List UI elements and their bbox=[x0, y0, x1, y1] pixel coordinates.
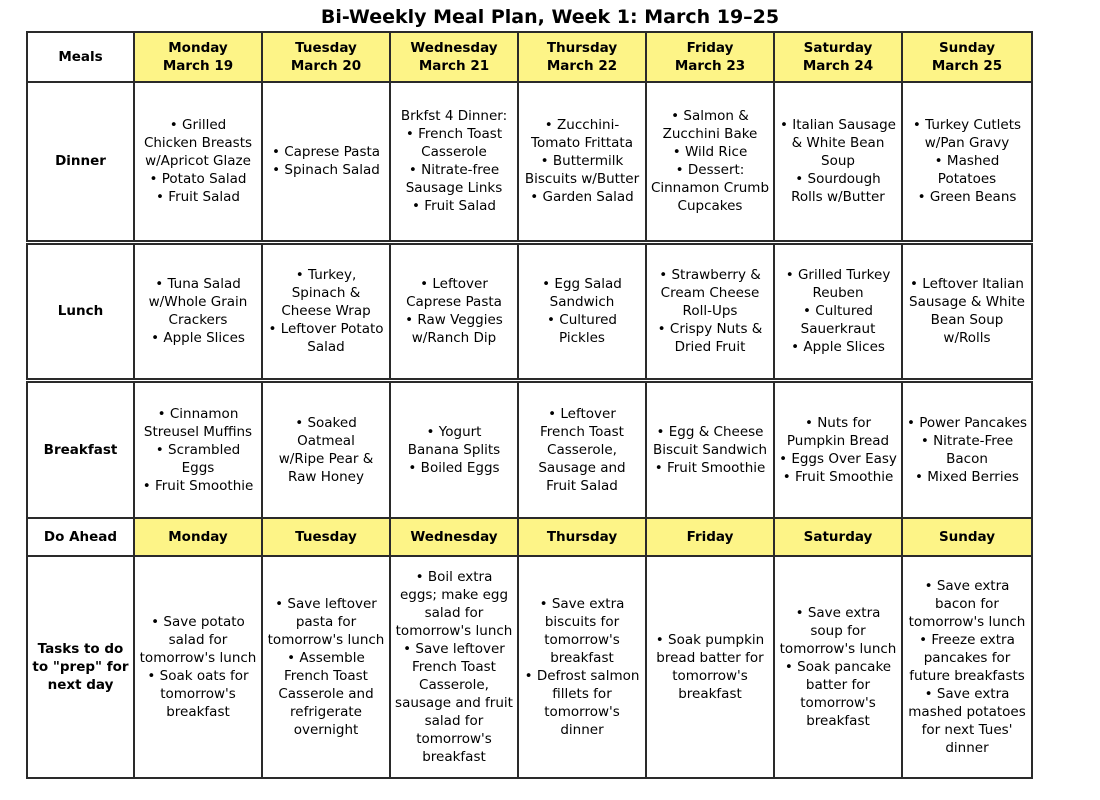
cell-line: • Fruit Smoothie bbox=[654, 459, 766, 476]
day-header-sunday bbox=[902, 32, 1032, 82]
cell-line: • Yogurt bbox=[426, 423, 482, 440]
cell-line: • Save extra bbox=[795, 605, 881, 621]
cell-line: • Save potato bbox=[151, 614, 245, 630]
cell-line: tomorrow's bbox=[800, 695, 876, 711]
cell-line: • Egg Salad bbox=[542, 276, 622, 292]
cell-line: Casserole, bbox=[419, 677, 489, 693]
cell-line: Bacon bbox=[946, 450, 988, 467]
cell-line: Sauerkraut bbox=[800, 321, 876, 337]
cell-line: Cream Cheese bbox=[660, 285, 760, 301]
cell-line: Tasks to do bbox=[37, 641, 124, 657]
do-ahead-row bbox=[27, 518, 1032, 556]
cell-line: French Toast bbox=[412, 659, 496, 675]
cell-line: • Mixed Berries bbox=[915, 468, 1019, 485]
day-date: March 19 bbox=[162, 58, 234, 74]
task-cell bbox=[518, 556, 646, 778]
cell-line: • Fruit Smoothie bbox=[782, 468, 894, 485]
cell-line: • Freeze extra bbox=[919, 632, 1015, 648]
cell-line: • Cultured bbox=[547, 312, 617, 328]
cell-line: Cheese Wrap bbox=[281, 303, 371, 319]
cell-line: Soup bbox=[821, 153, 855, 170]
cell-line: • Boiled Eggs bbox=[408, 459, 500, 476]
cell-line: • Apple Slices bbox=[791, 339, 885, 355]
cell-line: Cinnamon Crumb bbox=[650, 180, 770, 197]
meal-cell bbox=[646, 242, 774, 380]
cell-line: Pickles bbox=[559, 330, 605, 346]
cell-line: w/Apricot Glaze bbox=[145, 153, 251, 170]
cell-line: • Buttermilk bbox=[540, 153, 624, 170]
cell-line: • Turkey Cutlets bbox=[912, 117, 1022, 134]
cell-line: • Garden Salad bbox=[530, 189, 634, 206]
cell-line: • Scrambled bbox=[155, 441, 241, 458]
cell-line: Fruit Salad bbox=[546, 477, 618, 494]
task-cell bbox=[134, 556, 262, 778]
cell-line: • Turkey, bbox=[295, 267, 357, 283]
cell-line: breakfast bbox=[806, 713, 870, 729]
cell-line: • Zucchini- bbox=[544, 117, 620, 134]
cell-line: batter for bbox=[805, 677, 871, 693]
cell-line: Banana Splits bbox=[407, 441, 501, 458]
cell-line: • Defrost salmon bbox=[524, 668, 640, 684]
day-date: March 21 bbox=[418, 58, 490, 74]
do-ahead-day-sunday: Sunday bbox=[902, 518, 1032, 556]
day-name: Friday bbox=[686, 40, 734, 56]
cell-line: Cupcakes bbox=[677, 198, 743, 215]
cell-line: • Save leftover bbox=[275, 596, 377, 612]
cell-line: Oatmeal bbox=[297, 432, 355, 449]
do-ahead-day-monday: Monday bbox=[134, 518, 262, 556]
cell-line: w/Ranch Dip bbox=[411, 330, 497, 346]
cell-line: • Soaked bbox=[295, 414, 357, 431]
cell-line: sausage and fruit bbox=[395, 695, 513, 711]
cell-line: dinner bbox=[560, 722, 604, 738]
meal-cell bbox=[518, 380, 646, 518]
day-date: March 22 bbox=[546, 58, 618, 74]
cell-line: • Italian Sausage bbox=[779, 117, 896, 134]
cell-line: Salad bbox=[307, 339, 345, 355]
cell-line: & White Bean bbox=[791, 135, 885, 152]
cell-line: future breakfasts bbox=[909, 668, 1025, 684]
cell-line: • Strawberry & bbox=[659, 267, 761, 283]
do-ahead-label: Do Ahead bbox=[27, 518, 134, 556]
cell-line: • Spinach Salad bbox=[272, 162, 380, 179]
cell-line: pasta for bbox=[295, 614, 357, 630]
cell-line: Rolls w/Butter bbox=[791, 189, 885, 206]
cell-line: • Grilled Turkey bbox=[785, 267, 891, 283]
cell-line: bacon for bbox=[935, 596, 999, 612]
cell-line: tomorrow's lunch bbox=[908, 614, 1026, 630]
day-name: Saturday bbox=[803, 40, 873, 56]
day-name: Tuesday bbox=[295, 40, 357, 56]
cell-line: fillets for bbox=[552, 686, 612, 702]
cell-line: refrigerate bbox=[290, 704, 362, 720]
cell-line: eggs; make egg bbox=[399, 587, 509, 603]
cell-line: Crackers bbox=[168, 312, 228, 328]
cell-line: bread batter for bbox=[656, 650, 764, 666]
meal-cell bbox=[774, 380, 902, 518]
cell-line: salad for bbox=[168, 632, 228, 648]
row-label-breakfast: Breakfast bbox=[27, 380, 134, 518]
cell-line: w/Rolls bbox=[943, 330, 991, 346]
cell-line: Biscuit Sandwich bbox=[652, 441, 768, 458]
cell-line: • Grilled bbox=[169, 117, 227, 134]
cell-line: • Leftover Potato bbox=[268, 321, 384, 337]
cell-line: • Power Pancakes bbox=[906, 414, 1028, 431]
meal-cell bbox=[134, 242, 262, 380]
cell-line: • Potato Salad bbox=[149, 171, 247, 188]
meal-cell bbox=[134, 82, 262, 242]
cell-line: Casserole and bbox=[278, 686, 374, 702]
cell-line: French Toast bbox=[540, 423, 624, 440]
cell-line: tomorrow's bbox=[160, 686, 236, 702]
task-cell bbox=[262, 556, 390, 778]
day-date: March 20 bbox=[290, 58, 362, 74]
meal-cell bbox=[262, 82, 390, 242]
meal-row-breakfast bbox=[27, 380, 1032, 518]
meal-cell bbox=[390, 82, 518, 242]
task-cell bbox=[902, 556, 1032, 778]
meal-cell bbox=[646, 380, 774, 518]
cell-line: Bean Soup bbox=[930, 312, 1004, 328]
cell-line: • Mashed bbox=[934, 153, 1000, 170]
cell-line: w/Ripe Pear & bbox=[278, 450, 374, 467]
cell-line: Sandwich bbox=[549, 294, 615, 310]
cell-line: • Save leftover bbox=[403, 641, 505, 657]
cell-line: • Egg & Cheese bbox=[656, 423, 764, 440]
cell-line: Sausage Links bbox=[405, 180, 503, 197]
cell-line: mashed potatoes bbox=[908, 704, 1026, 720]
meal-cell bbox=[518, 242, 646, 380]
meal-cell bbox=[262, 242, 390, 380]
day-name: Thursday bbox=[546, 40, 618, 56]
cell-line: • Tuna Salad bbox=[155, 276, 241, 292]
day-date: March 24 bbox=[802, 58, 874, 74]
cell-line: • Wild Rice bbox=[672, 144, 748, 161]
meals-header: Meals bbox=[27, 32, 134, 82]
day-name: Monday bbox=[168, 40, 228, 56]
cell-line: Roll-Ups bbox=[682, 303, 738, 319]
meal-cell bbox=[902, 380, 1032, 518]
cell-line: • Raw Veggies bbox=[405, 312, 503, 328]
cell-line: • Cultured bbox=[803, 303, 873, 319]
cell-line: • Fruit Salad bbox=[412, 198, 496, 215]
cell-line: • Fruit Salad bbox=[156, 189, 240, 206]
meal-cell bbox=[390, 380, 518, 518]
cell-line: Potatoes bbox=[937, 171, 997, 188]
day-header-wednesday bbox=[390, 32, 518, 82]
cell-line: • Boil extra bbox=[415, 569, 493, 585]
cell-line: • Nuts for bbox=[804, 414, 872, 431]
day-date: March 25 bbox=[931, 58, 1003, 74]
cell-line: pancakes for bbox=[923, 650, 1011, 666]
cell-line: to "prep" for bbox=[32, 659, 129, 675]
cell-line: w/Pan Gravy bbox=[924, 135, 1010, 152]
cell-line: overnight bbox=[293, 722, 359, 738]
cell-line: breakfast bbox=[678, 686, 742, 702]
cell-line: • Nitrate-free bbox=[408, 162, 500, 179]
meal-row-dinner bbox=[27, 82, 1032, 242]
cell-line: tomorrow's bbox=[544, 704, 620, 720]
cell-line: Streusel Muffins bbox=[143, 423, 253, 440]
cell-line: • Sourdough bbox=[795, 171, 881, 188]
cell-line: Reuben bbox=[812, 285, 864, 301]
do-ahead-day-wednesday: Wednesday bbox=[390, 518, 518, 556]
cell-line: Chicken Breasts bbox=[143, 135, 253, 152]
day-name: Wednesday bbox=[410, 40, 498, 56]
cell-line: • Nitrate-Free bbox=[920, 432, 1014, 449]
cell-line: Eggs bbox=[181, 459, 215, 476]
cell-line: • French Toast bbox=[405, 126, 503, 143]
cell-line: French Toast bbox=[284, 668, 368, 684]
do-ahead-day-thursday: Thursday bbox=[518, 518, 646, 556]
cell-line: Spinach & bbox=[291, 285, 361, 301]
cell-line: • Soak pumpkin bbox=[655, 632, 765, 648]
cell-line: Casserole bbox=[421, 144, 487, 161]
cell-line: breakfast bbox=[422, 749, 486, 765]
meal-cell bbox=[774, 82, 902, 242]
cell-line: • Apple Slices bbox=[151, 330, 245, 346]
cell-line: salad for bbox=[424, 713, 484, 729]
day-header-thursday bbox=[518, 32, 646, 82]
cell-line: • Crispy Nuts & bbox=[657, 321, 763, 337]
cell-line: tomorrow's bbox=[416, 731, 492, 747]
meal-cell bbox=[902, 82, 1032, 242]
day-date: March 23 bbox=[674, 58, 746, 74]
cell-line: • Salmon & bbox=[671, 108, 749, 125]
day-header-friday bbox=[646, 32, 774, 82]
cell-line: • Caprese Pasta bbox=[271, 144, 381, 161]
cell-line: • Assemble bbox=[287, 650, 365, 666]
cell-line: tomorrow's lunch bbox=[267, 632, 385, 648]
cell-line: Biscuits w/Butter bbox=[524, 171, 640, 188]
meal-row-lunch bbox=[27, 242, 1032, 380]
tasks-label bbox=[27, 556, 134, 778]
cell-line: • Save extra bbox=[924, 686, 1010, 702]
cell-line: tomorrow's bbox=[672, 668, 748, 684]
cell-line: • Save extra bbox=[539, 596, 625, 612]
cell-line: • Eggs Over Easy bbox=[779, 450, 897, 467]
task-cell bbox=[646, 556, 774, 778]
meal-cell bbox=[134, 380, 262, 518]
cell-line: • Leftover Italian bbox=[910, 276, 1024, 292]
meal-cell bbox=[774, 242, 902, 380]
cell-line: Casserole, bbox=[547, 441, 617, 458]
cell-line: Sausage and bbox=[538, 459, 626, 476]
cell-line: breakfast bbox=[166, 704, 230, 720]
day-header-saturday bbox=[774, 32, 902, 82]
task-cell bbox=[774, 556, 902, 778]
day-header-tuesday bbox=[262, 32, 390, 82]
do-ahead-day-tuesday: Tuesday bbox=[262, 518, 390, 556]
do-ahead-day-saturday: Saturday bbox=[774, 518, 902, 556]
meal-cell bbox=[262, 380, 390, 518]
do-ahead-day-friday: Friday bbox=[646, 518, 774, 556]
row-label-dinner: Dinner bbox=[27, 82, 134, 242]
task-cell bbox=[390, 556, 518, 778]
day-header-monday bbox=[134, 32, 262, 82]
meal-cell bbox=[518, 82, 646, 242]
meal-cell bbox=[902, 242, 1032, 380]
cell-line: Zucchini Bake bbox=[662, 126, 758, 143]
cell-line: salad for bbox=[424, 605, 484, 621]
cell-line: breakfast bbox=[550, 650, 614, 666]
day-name: Sunday bbox=[938, 40, 996, 56]
cell-line: • Dessert: bbox=[675, 162, 745, 179]
cell-line: soup for bbox=[810, 623, 866, 639]
cell-line: Pumpkin Bread bbox=[786, 432, 890, 449]
cell-line: • Green Beans bbox=[917, 189, 1017, 206]
cell-line: • Leftover bbox=[420, 276, 488, 292]
cell-line: Dried Fruit bbox=[674, 339, 746, 355]
cell-line: tomorrow's bbox=[544, 632, 620, 648]
meal-plan-table bbox=[26, 31, 1033, 779]
cell-line: • Soak oats for bbox=[147, 668, 249, 684]
cell-line: next day bbox=[47, 677, 114, 693]
page-title: Bi-Weekly Meal Plan, Week 1: March 19–25 bbox=[320, 6, 780, 28]
cell-line: Brkfst 4 Dinner: bbox=[400, 108, 508, 125]
cell-line: biscuits for bbox=[544, 614, 620, 630]
header-row bbox=[27, 32, 1032, 82]
cell-line: • Cinnamon bbox=[157, 405, 239, 422]
cell-line: w/Whole Grain bbox=[148, 294, 248, 310]
cell-line: • Fruit Smoothie bbox=[142, 477, 254, 494]
cell-line: • Leftover bbox=[548, 405, 616, 422]
tasks-row bbox=[27, 556, 1032, 778]
cell-line: Raw Honey bbox=[288, 468, 364, 485]
cell-line: tomorrow's lunch bbox=[139, 650, 257, 666]
cell-line: • Soak pancake bbox=[784, 659, 892, 675]
cell-line: Sausage & White bbox=[909, 294, 1025, 310]
row-label-lunch: Lunch bbox=[27, 242, 134, 380]
meal-cell bbox=[646, 82, 774, 242]
cell-line: for next Tues' bbox=[921, 722, 1013, 738]
cell-line: Caprese Pasta bbox=[406, 294, 502, 310]
cell-line: dinner bbox=[945, 740, 989, 756]
cell-line: • Save extra bbox=[924, 578, 1010, 594]
cell-line: tomorrow's lunch bbox=[395, 623, 513, 639]
cell-line: Tomato Frittata bbox=[531, 135, 633, 152]
meal-cell bbox=[390, 242, 518, 380]
cell-line: tomorrow's lunch bbox=[779, 641, 897, 657]
